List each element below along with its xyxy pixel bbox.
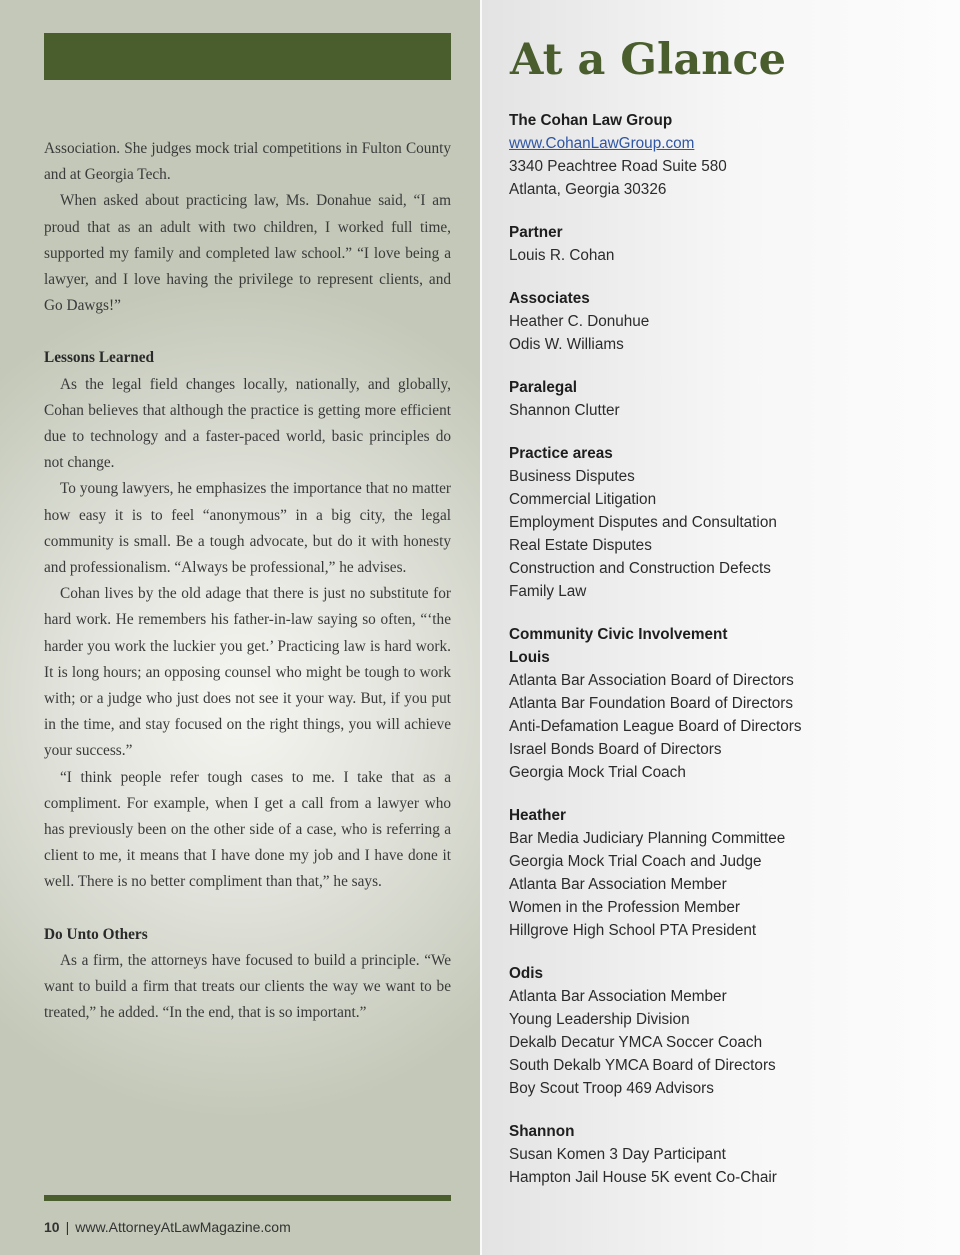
at-a-glance-title: At a Glance xyxy=(510,35,786,85)
community-item: Atlanta Bar Association Member xyxy=(509,988,727,1005)
firm-address-line2: Atlanta, Georgia 30326 xyxy=(509,181,667,198)
practice-areas-heading: Practice areas xyxy=(509,445,613,462)
header-green-bar xyxy=(44,33,451,80)
community-item: Israel Bonds Board of Directors xyxy=(509,741,722,758)
section-heading-others: Do Unto Others xyxy=(44,925,148,943)
community-heather-section xyxy=(509,804,949,942)
community-odis-section xyxy=(509,962,949,1100)
community-item: Bar Media Judiciary Planning Committee xyxy=(509,830,786,847)
firm-address-line1: 3340 Peachtree Road Suite 580 xyxy=(509,158,727,175)
firm-website-link[interactable]: www.CohanLawGroup.com xyxy=(509,135,695,152)
practice-area-item: Commercial Litigation xyxy=(509,491,657,508)
article-paragraph: Association. She judges mock trial competitions in Fulton County and at Georgia Tech. xyxy=(44,140,451,184)
at-a-glance-panel xyxy=(509,109,949,1209)
community-item: Hillgrove High School PTA President xyxy=(509,922,757,939)
community-item: Atlanta Bar Foundation Board of Directors xyxy=(509,695,793,712)
practice-area-item: Business Disputes xyxy=(509,468,635,485)
community-person-odis: Odis xyxy=(509,965,543,982)
associate-name: Heather C. Donuhue xyxy=(509,313,650,330)
section-heading-lessons: Lessons Learned xyxy=(44,349,155,367)
article-paragraph: As the legal field changes locally, nationally, and globally, Cohan believes that although the practice is getting more efficient due to technology and a faster-paced world, basic principles do not change. xyxy=(44,375,451,472)
page-number: 10 xyxy=(44,1219,60,1235)
community-item: Dekalb Decatur YMCA Soccer Coach xyxy=(509,1034,763,1051)
paralegal-name: Shannon Clutter xyxy=(509,402,620,419)
article-paragraph: As a firm, the attorneys have focused to build a principle. “We want to build a firm that treats our clients the way we want to be treated,” he added. “In the end, that is so important.” xyxy=(44,951,451,1022)
associates-heading: Associates xyxy=(509,290,590,307)
page-footer xyxy=(44,1219,291,1235)
practice-area-item: Construction and Construction Defects xyxy=(509,560,771,577)
article-body xyxy=(44,136,451,1027)
community-item: Susan Komen 3 Day Participant xyxy=(509,1146,726,1163)
practice-area-item: Family Law xyxy=(509,583,587,600)
community-louis-section xyxy=(509,623,949,784)
practice-area-item: Real Estate Disputes xyxy=(509,537,652,554)
partner-name: Louis R. Cohan xyxy=(509,247,615,264)
community-item: South Dekalb YMCA Board of Directors xyxy=(509,1057,776,1074)
practice-area-item: Employment Disputes and Consultation xyxy=(509,514,777,531)
associates-section xyxy=(509,287,949,356)
paralegal-heading: Paralegal xyxy=(509,379,578,396)
community-person-louis: Louis xyxy=(509,649,550,666)
article-paragraph: To young lawyers, he emphasizes the importance that no matter how easy it is to feel “anonymous” in a big city, the legal community is small. Be a tough advocate, but do it with honesty and professionalism. “Always be professional,” he advises. xyxy=(44,480,451,577)
community-item: Hampton Jail House 5K event Co-Chair xyxy=(509,1169,777,1186)
community-shannon-section xyxy=(509,1120,949,1189)
community-item: Women in the Profession Member xyxy=(509,899,740,916)
community-item: Atlanta Bar Association Member xyxy=(509,876,727,893)
community-item: Atlanta Bar Association Board of Directors xyxy=(509,672,794,689)
associate-name: Odis W. Williams xyxy=(509,336,624,353)
paralegal-section xyxy=(509,376,949,422)
community-heading: Community Civic Involvement xyxy=(509,626,728,643)
practice-areas-section xyxy=(509,442,949,603)
community-item: Georgia Mock Trial Coach and Judge xyxy=(509,853,762,870)
partner-section xyxy=(509,221,949,267)
firm-name: The Cohan Law Group xyxy=(509,112,673,129)
footer-separator: | xyxy=(65,1219,70,1235)
community-item: Young Leadership Division xyxy=(509,1011,690,1028)
footer-green-bar xyxy=(44,1195,451,1201)
footer-website: www.AttorneyAtLawMagazine.com xyxy=(75,1219,291,1235)
article-paragraph: Cohan lives by the old adage that there is just no substitute for hard work. He remembers his father-in-law saying so often, “‘the harder you work the luckier you get.’ Practicing law is hard work. It is long hours; an opposing counsel who might be tough to work with; or a judge who just does not see it your way. But, if you put in the time, and stay focused on the right things, you will achieve your success.” xyxy=(44,585,451,760)
community-item: Anti-Defamation League Board of Directors xyxy=(509,718,802,735)
firm-info xyxy=(509,109,949,201)
article-paragraph: “I think people refer tough cases to me. I take that as a compliment. For example, when I get a call from a lawyer who has previously been on the other side of a case, who is referring a client to me, it means that I have done my job and I have done it well. There is no better compliment than that,” he says. xyxy=(44,768,451,891)
community-item: Georgia Mock Trial Coach xyxy=(509,764,686,781)
article-paragraph: When asked about practicing law, Ms. Donahue said, “I am proud that as an adult with two children, I worked full time, supported my family and completed law school.” “I love being a lawyer, and I love having the privilege to represent clients, and Go Dawgs!” xyxy=(44,192,451,315)
community-item: Boy Scout Troop 469 Advisors xyxy=(509,1080,714,1097)
partner-heading: Partner xyxy=(509,224,563,241)
community-person-heather: Heather xyxy=(509,807,566,824)
community-person-shannon: Shannon xyxy=(509,1123,575,1140)
